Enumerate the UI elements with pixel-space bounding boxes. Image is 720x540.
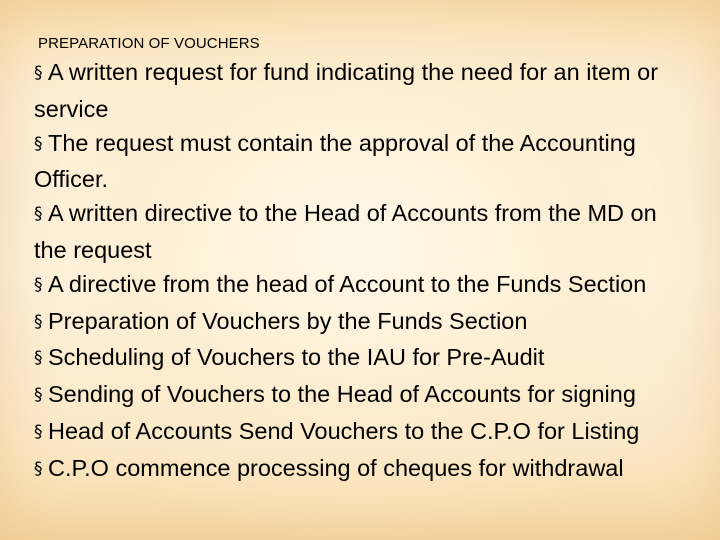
bullet-marker-icon: § bbox=[34, 421, 43, 442]
bullet-marker-icon: § bbox=[34, 274, 43, 295]
bullet-marker-icon: § bbox=[34, 348, 43, 369]
bullet-item bbox=[34, 415, 694, 452]
bullet-text: Sending of Vouchers to the Head of Accounts for signing bbox=[48, 381, 636, 408]
bullet-item bbox=[34, 56, 694, 127]
bullet-marker-icon: § bbox=[34, 385, 43, 406]
bullet-marker-icon: § bbox=[34, 133, 43, 154]
bullet-text: A written request for fund indicating the need for an item or service bbox=[34, 59, 659, 122]
bullet-list bbox=[34, 56, 694, 489]
bullet-marker-icon: § bbox=[34, 204, 43, 225]
bullet-marker-icon: § bbox=[34, 458, 43, 479]
slide-title: PREPARATION OF VOUCHERS bbox=[38, 35, 260, 52]
bullet-marker-icon: § bbox=[34, 63, 43, 83]
bullet-text: C.P.O commence processing of cheques for withdrawal bbox=[48, 454, 624, 481]
bullet-item bbox=[34, 341, 694, 378]
bullet-text: A written directive to the Head of Accounts from the MD on the request bbox=[34, 200, 657, 263]
bullet-item bbox=[34, 268, 694, 305]
bullet-item bbox=[34, 305, 694, 342]
bullet-item bbox=[34, 197, 694, 268]
bullet-text: Preparation of Vouchers by the Funds Section bbox=[48, 307, 528, 334]
bullet-text: Head of Accounts Send Vouchers to the C.P.O for Listing bbox=[48, 417, 640, 444]
bullet-marker-icon: § bbox=[34, 311, 43, 332]
bullet-item bbox=[34, 127, 694, 198]
bullet-item bbox=[34, 378, 694, 415]
bullet-text: Scheduling of Vouchers to the IAU for Pre-Audit bbox=[48, 344, 545, 371]
bullet-text: The request must contain the approval of the Accounting Officer. bbox=[34, 129, 636, 193]
bullet-text: A directive from the head of Account to the Funds Section bbox=[48, 270, 647, 297]
bullet-item bbox=[34, 452, 694, 489]
